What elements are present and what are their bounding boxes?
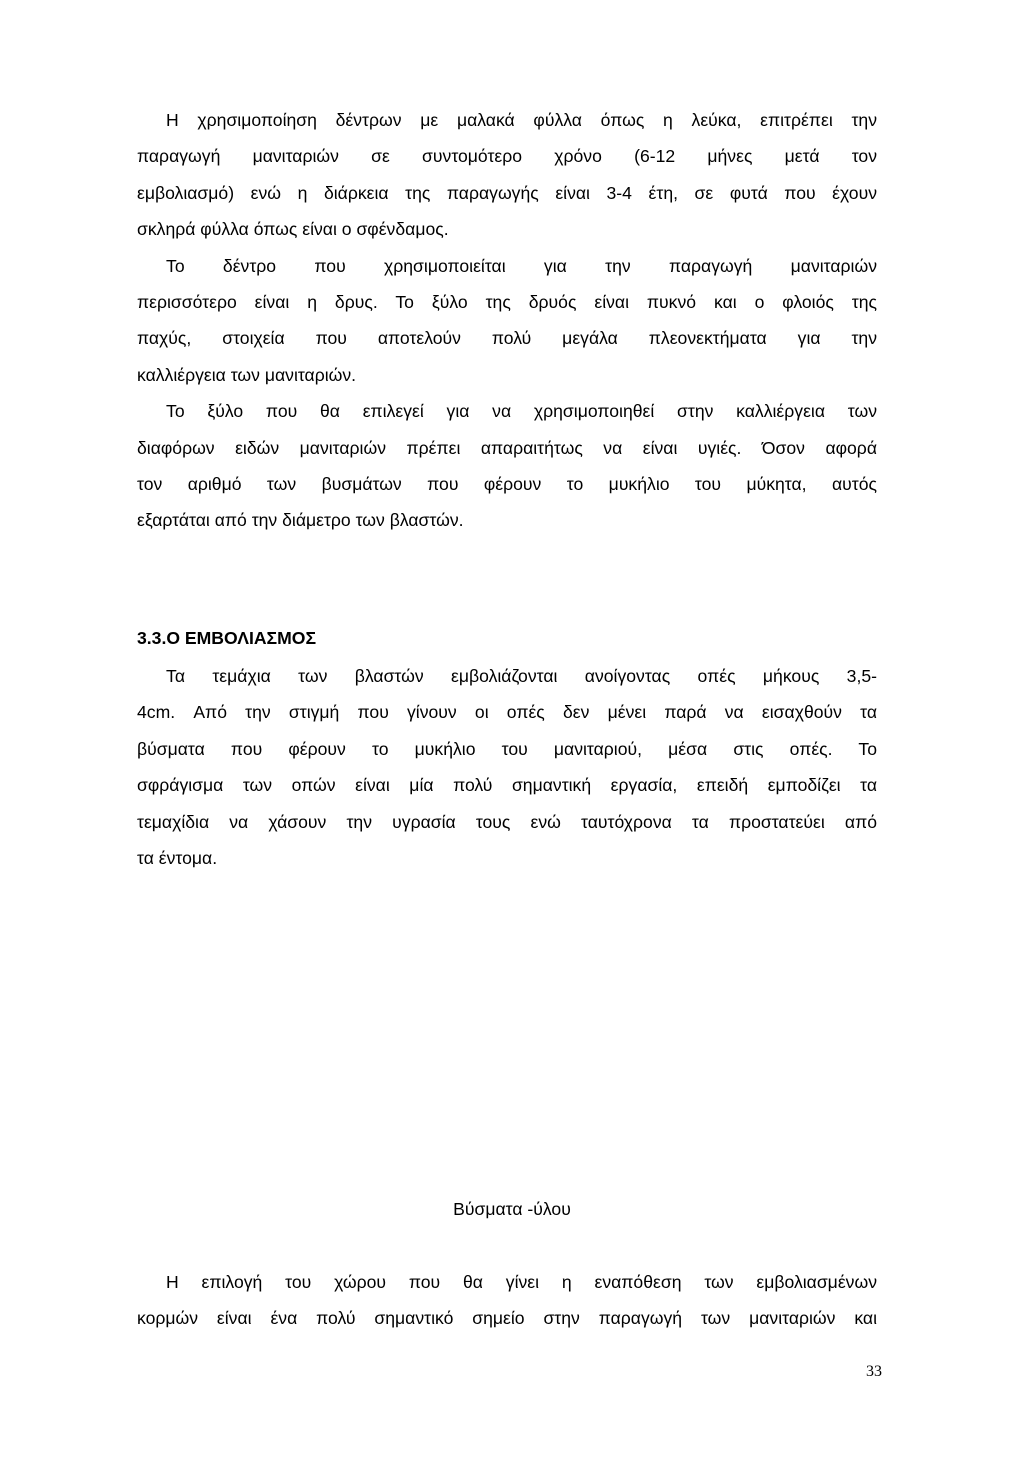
text-line: τεμαχίδια να χάσουν την υγρασία τους ενώ ταυτόχρονα τα προστατεύει από — [137, 811, 877, 832]
text-line: εξαρτάται από την διάμετρο των βλαστών. — [137, 510, 464, 531]
text-line: σφράγισμα των οπών είναι μία πολύ σημαντική εργασία, επειδή εμποδίζει τα — [137, 775, 877, 796]
text-line: Το ξύλο που θα επιλεγεί για να χρησιμοποιηθεί στην καλλιέργεια των — [166, 401, 877, 422]
section-heading: 3.3.Ο ΕΜΒΟΛΙΑΣΜΟΣ — [137, 628, 317, 648]
text-line: εμβολιασμό) ενώ η διάρκεια της παραγωγής είναι 3-4 έτη, σε φυτά που έχουν — [137, 182, 877, 203]
text-line: Η χρησιμοποίηση δέντρων με μαλακά φύλλα όπως η λεύκα, επιτρέπει την — [166, 110, 877, 130]
paragraph-grafting — [137, 658, 877, 876]
text-line: καλλιέργεια των μανιταριών. — [137, 364, 357, 385]
paragraph-site-selection — [137, 1264, 877, 1337]
paragraph-hardwood-trees — [137, 102, 877, 539]
text-line: διαφόρων ειδών μανιταριών πρέπει απαραιτήτως να είναι υγιές. Όσον αφορά — [137, 437, 877, 458]
text-line: τον αριθμό των βυσμάτων που φέρουν το μυκήλιο του μύκητα, αυτός — [137, 474, 877, 495]
text-line: παραγωγή μανιταριών σε συντομότερο χρόνο (6-12 μήνες μετά τον — [137, 146, 877, 167]
text-line: κορμών είναι ένα πολύ σημαντικό σημείο στην παραγωγή των μανιταριών και — [137, 1308, 877, 1329]
text-line: Τα τεμάχια των βλαστών εμβολιάζονται ανοίγοντας οπές μήκους 3,5- — [166, 666, 877, 686]
text-line: Η επιλογή του χώρου που θα γίνει η εναπόθεση των εμβολιασμένων — [166, 1272, 877, 1292]
text-line: τα έντομα. — [137, 848, 218, 869]
text-line: περισσότερο είναι η δρυς. Το ξύλο της δρυός είναι πυκνό και ο φλοιός της — [137, 292, 877, 313]
text-line: σκληρά φύλλα όπως είναι ο σφένδαμος. — [137, 219, 449, 240]
text-line: βύσματα που φέρουν το μυκήλιο του μανιταριού, μέσα στις οπές. Το — [137, 738, 877, 759]
text-line: παχύς, στοιχεία που αποτελούν πολύ μεγάλα πλεονεκτήματα για την — [137, 328, 877, 349]
text-line: 4cm. Από την στιγμή που γίνουν οι οπές δεν μένει παρά να εισαχθούν τα — [137, 702, 877, 723]
figure-caption: Βύσματα -ύλου — [453, 1199, 571, 1219]
text-line: Το δέντρο που χρησιμοποιείται για την παραγωγή μανιταριών — [166, 255, 877, 276]
page-number: 33 — [866, 1363, 882, 1380]
